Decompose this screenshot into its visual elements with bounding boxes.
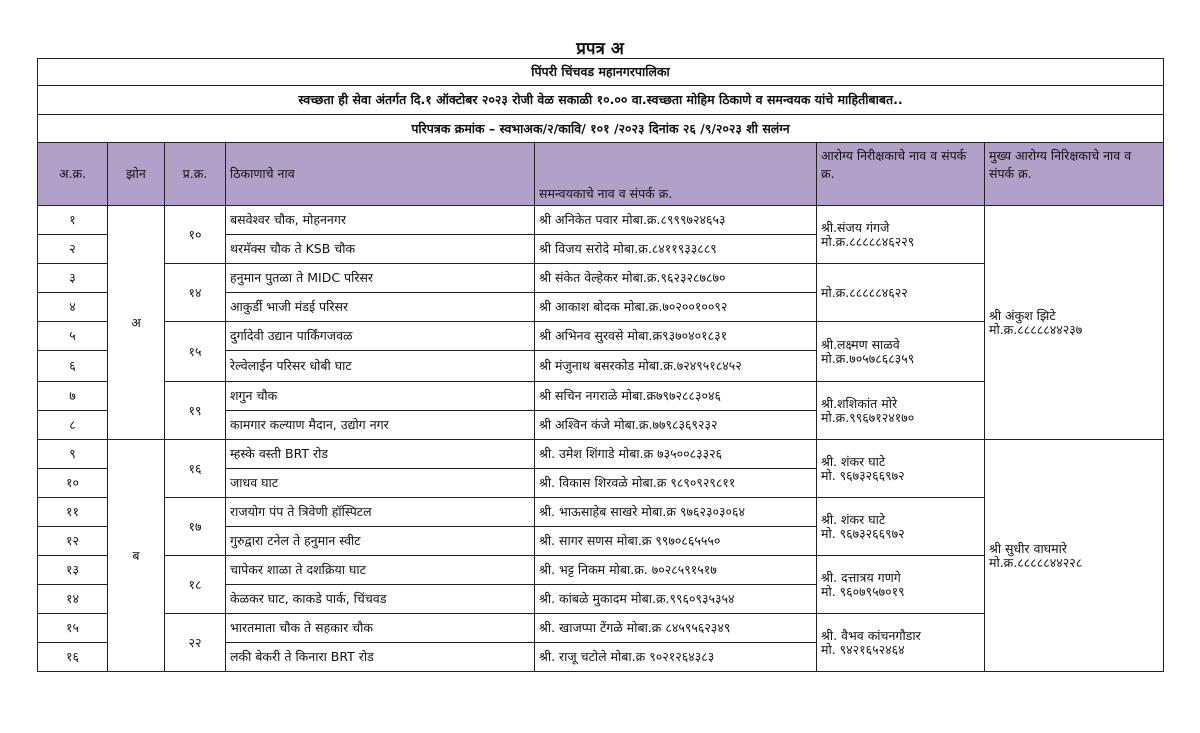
serial-number: ८: [38, 411, 108, 440]
serial-number: २: [38, 235, 108, 264]
inspector-cell: [817, 498, 985, 556]
serial-number: १५: [38, 614, 108, 643]
ward-number: १०: [165, 206, 226, 264]
inspector-cell: [817, 556, 985, 614]
coordinator-contact: श्री अनिकेत पवार मोबा.क्र.८९९९७२४६५३: [535, 206, 817, 235]
banner-organization: [38, 59, 1164, 86]
ward-number: १६: [165, 440, 226, 498]
coordinator-contact: श्री. खाजप्पा टेंगळे मोबा.क्र ८४५९५६२३४९: [535, 614, 817, 643]
location-name: दुर्गादेवी उद्यान पार्किंगजवळ: [226, 322, 535, 351]
ward-number: २२: [165, 614, 226, 672]
inspector-name: श्री. दत्तात्रय गणगे: [821, 569, 901, 585]
inspector-phone: मो. ९६७३२६६९७२: [821, 467, 905, 483]
serial-number: १०: [38, 469, 108, 498]
serial-number: १२: [38, 527, 108, 556]
inspector-phone: मो. ९६०७९५७०१९: [821, 583, 905, 599]
campaign-table: [37, 58, 1164, 672]
location-name: लकी बेकरी ते किनारा BRT रोड: [226, 643, 535, 672]
coordinator-contact: श्री अश्विन कंजे मोबा.क्र.७७९८३६९२३२: [535, 411, 817, 440]
coordinator-contact: श्री. सागर सणस मोबा.क्र ९९७०८६५५५०: [535, 527, 817, 556]
inspector-phone: मो.क्र.८८८८८४६२२९: [821, 233, 915, 249]
coordinator-contact: श्री संकेत वेल्हेकर मोबा.क्र.९६२३२८७८७०: [535, 264, 817, 293]
header-chief-inspector: मुख्य आरोग्य निरिक्षकाचे नाव व संपर्क क्र.: [985, 143, 1164, 206]
location-name: केळकर घाट, काकडे पार्क, चिंचवड: [226, 585, 535, 614]
zone-name: अ: [108, 206, 165, 440]
inspector-name: श्री. शंकर घाटे: [821, 511, 886, 527]
inspector-name: श्री.शशिकांत मोरे: [821, 395, 898, 411]
table-header: [38, 143, 1164, 206]
inspector-name: श्री.लक्ष्मण साळवे: [821, 336, 900, 352]
inspector-phone: मो.क्र.९९६७१२४१७०: [821, 409, 915, 425]
inspector-phone: मो. ९६७३२६६९७२: [821, 525, 905, 541]
location-name: हनुमान पुतळा ते MIDC परिसर: [226, 264, 535, 293]
table-row: [38, 206, 1164, 235]
serial-number: १६: [38, 643, 108, 672]
banner-circular: [38, 115, 1164, 143]
location-name: गुरुद्वारा टनेल ते हनुमान स्वीट: [226, 527, 535, 556]
form-title: प्रपत्र अ: [576, 39, 624, 59]
location-name: रेल्वेलाईन परिसर धोबी घाट: [226, 351, 535, 382]
zone-name: ब: [108, 440, 165, 672]
header-ward: प्र.क्र.: [165, 143, 226, 206]
coordinator-contact: श्री. भट्ट निकम मोबा.क्र. ७०२८५९१५१७: [535, 556, 817, 585]
serial-number: ३: [38, 264, 108, 293]
circular-reference: परिपत्रक क्रमांक – स्वभाअक/२/कावि/ १०१ /२०२३ दिनांक २६ /९/२०२३ शी सलंग्न: [38, 115, 1164, 143]
serial-number: ४: [38, 293, 108, 322]
chief-inspector-phone: मो.क्र.८८८८८४४२२८: [989, 554, 1083, 570]
inspector-name: श्री.संजय गंगजे: [821, 219, 890, 235]
chief-inspector-cell: [985, 440, 1164, 672]
chief-inspector-cell: [985, 206, 1164, 440]
organization-name: पिंपरी चिंचवड महानगरपालिका: [38, 59, 1164, 86]
serial-number: १४: [38, 585, 108, 614]
location-name: राजयोग पंप ते त्रिवेणी हॉस्पिटल: [226, 498, 535, 527]
inspector-cell: [817, 382, 985, 440]
coordinator-contact: श्री. कांबळे मुकादम मोबा.क्र.९९६०९३५३५४: [535, 585, 817, 614]
chief-inspector-phone: मो.क्र.८८८८८४४२३७: [989, 321, 1083, 337]
header-inspector: आरोग्य निरीक्षकाचे नाव व संपर्क क्र.: [817, 143, 985, 206]
serial-number: ११: [38, 498, 108, 527]
coordinator-contact: श्री. विकास शिरवळे मोबा.क्र ९८९०९२९८११: [535, 469, 817, 498]
location-name: म्हस्के वस्ती BRT रोड: [226, 440, 535, 469]
inspector-phone: मो.क्र.७०५७८६८३५९: [821, 350, 915, 366]
header-zone: झोन: [108, 143, 165, 206]
inspector-phone: मो. ९४२१६५२४६४: [821, 641, 905, 657]
header-coordinator: समन्वयकाचे नाव व संपर्क क्र.: [535, 143, 817, 206]
coordinator-contact: श्री मंजुनाथ बसरकोड मोबा.क्र.७२४९५१८४५२: [535, 351, 817, 382]
inspector-name: श्री. शंकर घाटे: [821, 453, 886, 469]
location-name: भारतमाता चौक ते सहकार चौक: [226, 614, 535, 643]
serial-number: ९: [38, 440, 108, 469]
coordinator-contact: श्री आकाश बोदक मोबा.क्र.७०२००१००९२: [535, 293, 817, 322]
inspector-cell: [817, 206, 985, 264]
location-name: आकुर्डी भाजी मंडई परिसर: [226, 293, 535, 322]
inspector-cell: [817, 322, 985, 382]
coordinator-contact: श्री विजय सरोदे मोबा.क्र.८४११९३३८८९: [535, 235, 817, 264]
coordinator-contact: श्री सचिन नगराळे मोबा.क्र७९७२८८३०४६: [535, 382, 817, 411]
location-name: कामगार कल्याण मैदान, उद्योग नगर: [226, 411, 535, 440]
chief-inspector-name: श्री सुधीर वाघमारे: [989, 540, 1067, 556]
coordinator-contact: श्री अभिनव सुरवसे मोबा.क्र९३७०४०१८३१: [535, 322, 817, 351]
ward-number: १७: [165, 498, 226, 556]
inspector-phone: मो.क्र.८८८८८४६२२: [821, 284, 908, 300]
serial-number: ६: [38, 351, 108, 382]
inspector-cell: [817, 614, 985, 672]
location-name: जाधव घाट: [226, 469, 535, 498]
coordinator-contact: श्री. भाऊसाहेब साखरे मोबा.क्र ९७६२३०३०६४: [535, 498, 817, 527]
ward-number: १९: [165, 382, 226, 440]
header-serial: अ.क्र.: [38, 143, 108, 206]
location-name: बसवेश्वर चौक, मोहननगर: [226, 206, 535, 235]
inspector-cell: [817, 264, 985, 322]
location-name: शगुन चौक: [226, 382, 535, 411]
chief-inspector-name: श्री अंकुश झिटे: [989, 307, 1056, 323]
coordinator-contact: श्री. उमेश शिंगाडे मोबा.क्र ७३५००८३३२६: [535, 440, 817, 469]
serial-number: ७: [38, 382, 108, 411]
inspector-cell: [817, 440, 985, 498]
banner-subject: [38, 86, 1164, 115]
serial-number: ५: [38, 322, 108, 351]
ward-number: १५: [165, 322, 226, 382]
location-name: थरमॅक्स चौक ते KSB चौक: [226, 235, 535, 264]
serial-number: १३: [38, 556, 108, 585]
ward-number: १८: [165, 556, 226, 614]
table-row: [38, 440, 1164, 469]
inspector-name: श्री. वैभव कांचनगौडार: [821, 627, 921, 643]
subject-line: स्वच्छता ही सेवा अंतर्गत दि.१ ऑक्टोबर २०२३ रोजी वेळ सकाळी १०.०० वा.स्वच्छता मोहिम ठिकाणे व समन्वयक यांचे माहितीबाबत..: [38, 86, 1164, 115]
serial-number: १: [38, 206, 108, 235]
location-name: चापेकर शाळा ते दशक्रिया घाट: [226, 556, 535, 585]
ward-number: १४: [165, 264, 226, 322]
header-location: ठिकाणाचे नाव: [226, 143, 535, 206]
coordinator-contact: श्री. राजू चटोले मोबा.क्र ९०२१२६४३८३: [535, 643, 817, 672]
